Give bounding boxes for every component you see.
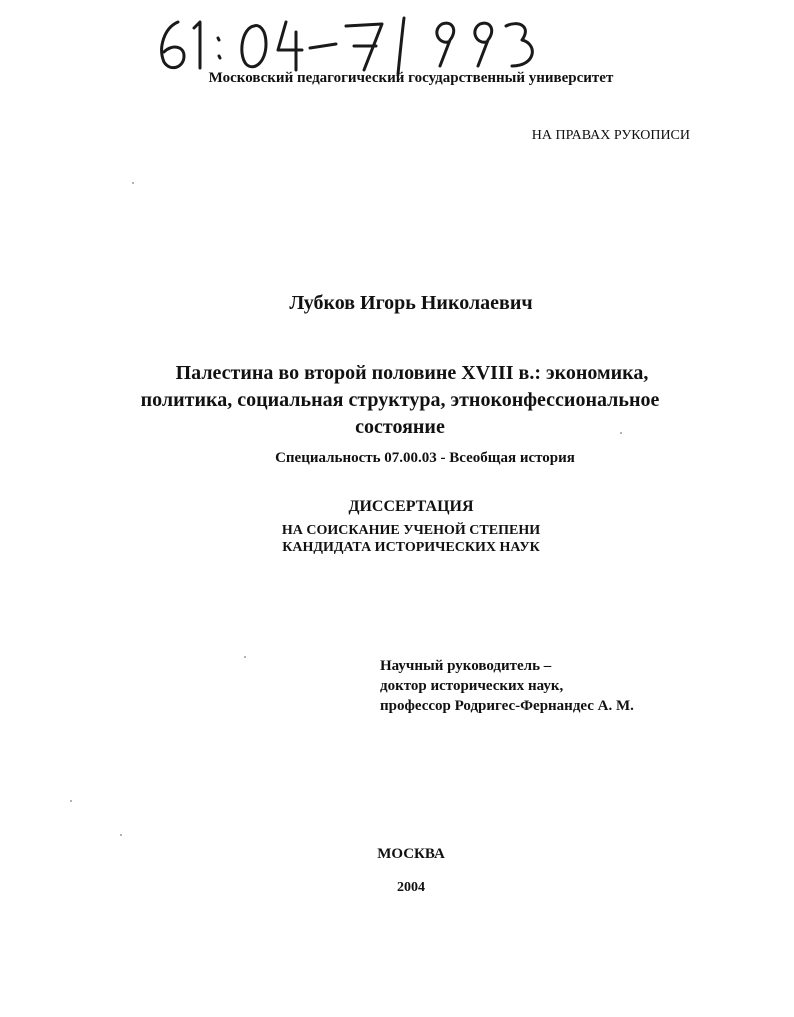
scan-speck (70, 800, 72, 802)
supervisor-line: доктор исторических наук, (380, 678, 564, 694)
document-type: ДИССЕРТАЦИЯ (348, 498, 474, 515)
scan-speck (620, 432, 622, 434)
handwritten-archive-number (150, 14, 550, 76)
supervisor-line: Научный руководитель – (380, 658, 552, 674)
degree-line: КАНДИДАТА ИСТОРИЧЕСКИХ НАУК (282, 540, 540, 555)
title-line: Палестина во второй половине XVIII в.: экономика, (175, 362, 649, 384)
title-line: политика, социальная структура, этноконфессиональное (140, 389, 660, 411)
handwritten-archive-number-drawing (150, 14, 550, 76)
year: 2004 (397, 880, 425, 895)
dissertation-title (100, 360, 700, 441)
author-name: Лубков Игорь Николаевич (289, 292, 533, 314)
rights-note: НА ПРАВАХ РУКОПИСИ (531, 128, 690, 143)
degree (0, 522, 794, 556)
supervisor-line: профессор Родригес-Фернандес А. М. (380, 698, 634, 714)
scan-speck (132, 182, 134, 184)
title-line: состояние (355, 416, 445, 438)
specialty: Специальность 07.00.03 - Всеобщая история (275, 450, 575, 466)
university-name: Московский педагогический государственный университет (208, 70, 614, 86)
supervisor-block (380, 656, 634, 716)
scan-speck (120, 834, 122, 836)
degree-line: НА СОИСКАНИЕ УЧЕНОЙ СТЕПЕНИ (281, 523, 541, 538)
scan-speck (244, 656, 246, 658)
city: МОСКВА (377, 846, 445, 862)
